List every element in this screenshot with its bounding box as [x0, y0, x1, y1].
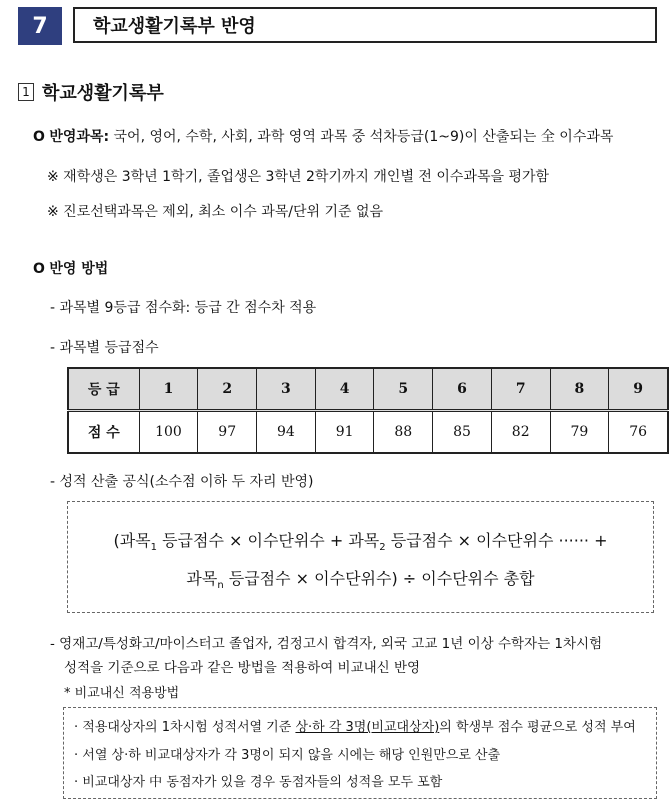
formula-subscript: 2: [379, 542, 386, 554]
table-header-score: 점 수: [68, 411, 139, 454]
rule-underlined-text: 상·하 각 3명(비교대상자): [295, 720, 440, 735]
method-item-scoring: - 과목별 9등급 점수화: 등급 간 점수차 적용: [50, 300, 317, 316]
section-title: [18, 79, 164, 105]
score-cell: 88: [374, 411, 433, 454]
grade-cell: 6: [433, 368, 492, 411]
comparison-rule-2: · 서열 상·하 비교대상자가 각 3명이 되지 않을 시에는 해당 인원만으로 산출: [74, 748, 501, 763]
comparison-line-2: 성적을 기준으로 다음과 같은 방법을 적용하여 비교내신 반영: [64, 660, 421, 676]
comparison-subtitle: * 비교내신 적용방법: [64, 686, 180, 701]
score-cell: 85: [433, 411, 492, 454]
method-label: 반영 방법: [49, 261, 109, 277]
score-cell: 97: [198, 411, 257, 454]
comparison-line-1: - 영재고/특성화고/마이스터고 졸업자, 검정고시 합격자, 외국 고교 1년 이상 수학자는 1차시험: [50, 636, 603, 652]
method-item-formula: - 성적 산출 공식(소수점 이하 두 자리 반영): [50, 474, 314, 490]
grade-score-table: [67, 367, 669, 454]
score-cell: 91: [315, 411, 374, 454]
comparison-rule-1: [74, 716, 636, 735]
formula-text: 등급점수 × 이수단위수 ······ +: [385, 531, 608, 550]
note-current-students: ※ 재학생은 3학년 1학기, 졸업생은 3학년 2학기까지 개인별 전 이수과목을 평가함: [47, 169, 550, 185]
formula-text: 등급점수 × 이수단위수 + 과목: [157, 531, 380, 550]
score-cell: 100: [139, 411, 198, 454]
formula-subscript: n: [217, 580, 224, 592]
score-cell: 82: [491, 411, 550, 454]
section-number-badge: 7: [18, 7, 62, 45]
grade-cell: 5: [374, 368, 433, 411]
formula-line-2: [68, 566, 653, 591]
grade-cell: 2: [198, 368, 257, 411]
note-elective-excluded: ※ 진로선택과목은 제외, 최소 이수 과목/단위 기준 없음: [47, 204, 384, 220]
section-title-text: 학교생활기록부: [42, 83, 164, 104]
grade-cell: 3: [257, 368, 316, 411]
rule-text: 의 학생부 점수 평균으로 성적 부여: [439, 720, 636, 735]
apply-subjects-line: [33, 126, 613, 146]
grade-cell: 9: [609, 368, 668, 411]
formula-text: 등급점수 × 이수단위수) ÷ 이수단위수 총합: [223, 569, 535, 588]
grade-cell: 1: [139, 368, 198, 411]
grade-cell: 8: [550, 368, 609, 411]
rule-text: · 적용대상자의 1차시험 성적서열 기준: [74, 720, 296, 735]
apply-subjects-label: 반영과목:: [49, 129, 110, 145]
formula-line-1: [68, 528, 653, 553]
formula-text: (과목: [113, 531, 151, 550]
formula-subscript: 1: [150, 542, 157, 554]
table-row-grade: [68, 368, 668, 411]
comparison-method-box: [63, 707, 657, 799]
apply-subjects-text: 국어, 영어, 수학, 사회, 과학 영역 과목 중 석차등급(1~9)이 산출되는 全 이수과목: [113, 129, 614, 145]
grade-cell: 7: [491, 368, 550, 411]
table-row-score: [68, 411, 668, 454]
table-header-grade: 등 급: [68, 368, 139, 411]
score-cell: 79: [550, 411, 609, 454]
page-title: 학교생활기록부 반영: [73, 7, 657, 43]
score-cell: 76: [609, 411, 668, 454]
circle-bullet: O: [33, 129, 45, 145]
comparison-rule-3: · 비교대상자 中 동점자가 있을 경우 동점자들의 성적을 모두 포함: [74, 775, 443, 790]
formula-box: [67, 501, 654, 613]
circle-bullet: O: [33, 261, 45, 277]
method-heading: [33, 258, 108, 278]
formula-text: 과목: [186, 569, 218, 588]
score-cell: 94: [257, 411, 316, 454]
method-item-grade-score: - 과목별 등급점수: [50, 340, 159, 356]
section-number-box: 1: [18, 83, 34, 101]
grade-cell: 4: [315, 368, 374, 411]
